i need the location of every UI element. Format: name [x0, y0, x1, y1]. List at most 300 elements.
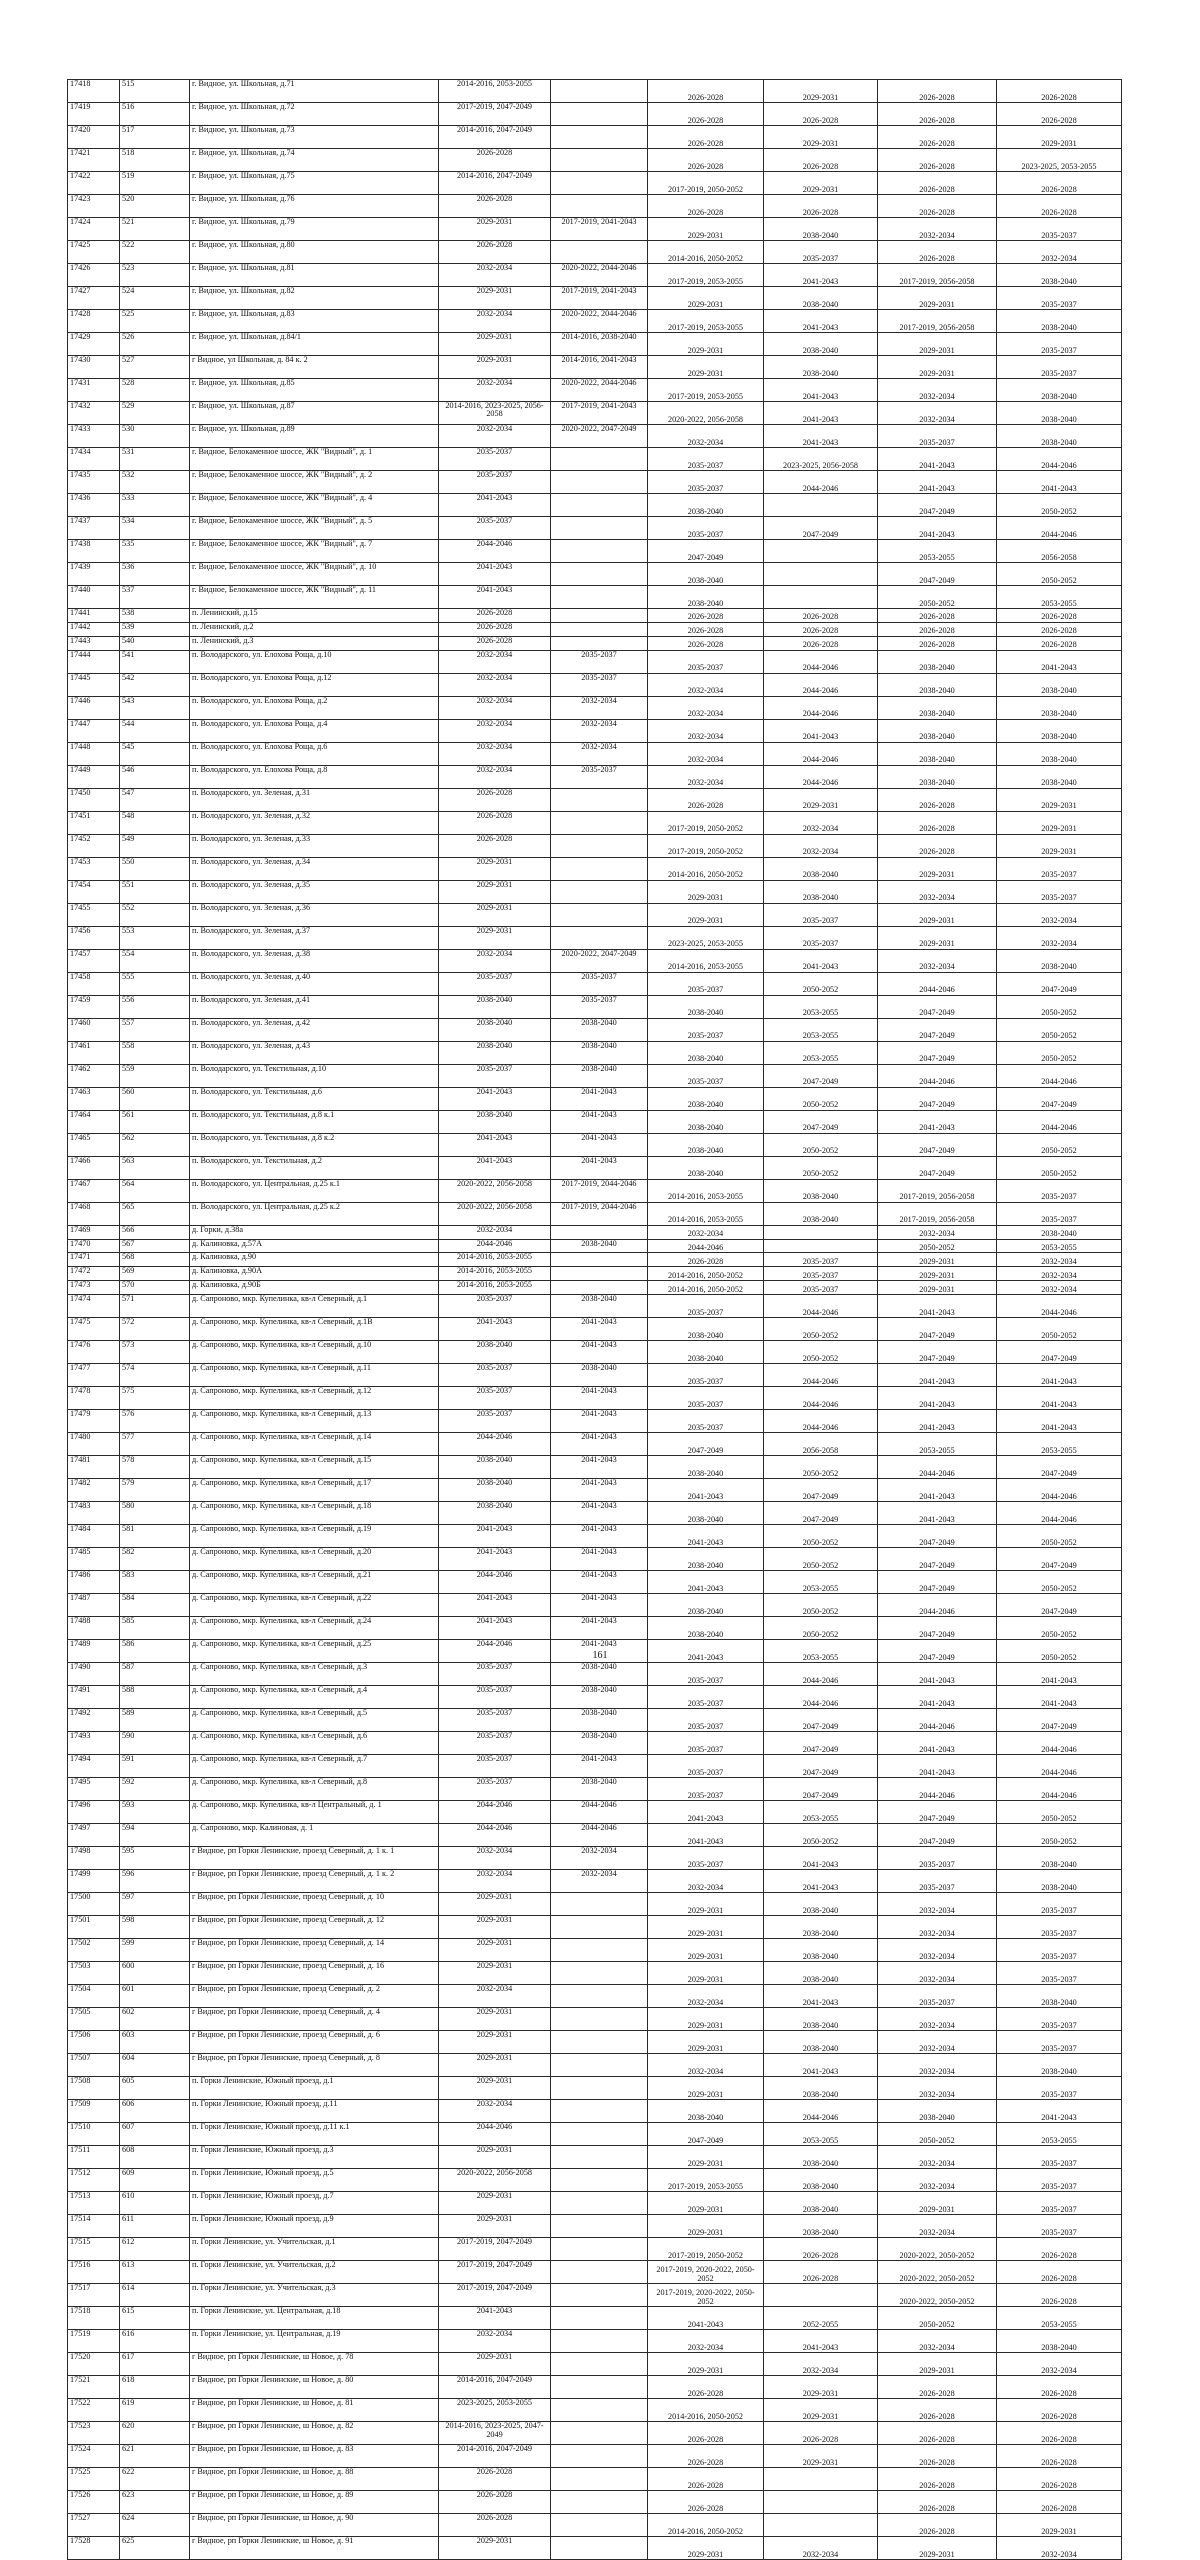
- address-index: 612: [120, 2238, 190, 2261]
- period-col-2: [551, 788, 648, 811]
- address-index: 580: [120, 1502, 190, 1525]
- period-col-3: 2029-2031: [648, 2146, 764, 2169]
- row-number: 17435: [68, 471, 120, 494]
- period-col-1: 2032-2034: [439, 264, 551, 287]
- period-col-6: 2026-2028: [997, 2422, 1122, 2445]
- period-col-4: 2038-2040: [764, 1916, 878, 1939]
- period-col-5: 2032-2034: [878, 1225, 997, 1239]
- period-col-2: 2038-2040: [551, 1239, 648, 1253]
- period-col-6: 2038-2040: [997, 1870, 1122, 1893]
- period-col-6: 2029-2031: [997, 811, 1122, 834]
- period-col-1: 2032-2034: [439, 1985, 551, 2008]
- period-col-1: 2026-2028: [439, 2468, 551, 2491]
- period-col-1: 2035-2037: [439, 1064, 551, 1087]
- address: д. Сапроново, мкр. Купелинка, кв-л Северный, д.7: [190, 1755, 439, 1778]
- period-col-5: 2026-2028: [878, 195, 997, 218]
- address: п. Володарского, ул. Зеленая, д.42: [190, 1018, 439, 1041]
- table-row: [68, 622, 1122, 636]
- row-number: 17426: [68, 264, 120, 287]
- period-col-3: 2029-2031: [648, 2077, 764, 2100]
- period-col-4: 2050-2052: [764, 1617, 878, 1640]
- period-col-2: [551, 2146, 648, 2169]
- period-col-5: 2029-2031: [878, 1267, 997, 1281]
- row-number: 17514: [68, 2215, 120, 2238]
- period-col-6: 2038-2040: [997, 719, 1122, 742]
- row-number: 17507: [68, 2054, 120, 2077]
- period-col-3: 2029-2031: [648, 287, 764, 310]
- address-index: 599: [120, 1939, 190, 1962]
- period-col-3: 2038-2040: [648, 1156, 764, 1179]
- period-col-2: 2014-2016, 2038-2040: [551, 333, 648, 356]
- period-col-3: 2032-2034: [648, 2054, 764, 2077]
- table-row: [68, 1318, 1122, 1341]
- address-index: 529: [120, 402, 190, 425]
- period-col-5: 2050-2052: [878, 2307, 997, 2330]
- address-index: 621: [120, 2445, 190, 2468]
- period-col-6: 2053-2055: [997, 2123, 1122, 2146]
- table-row: [68, 1663, 1122, 1686]
- address-index: 558: [120, 1041, 190, 1064]
- period-col-2: [551, 1893, 648, 1916]
- period-col-2: [551, 149, 648, 172]
- address: д. Сапроново, мкр. Купелинка, кв-л Северный, д.11: [190, 1364, 439, 1387]
- period-col-6: 2035-2037: [997, 2146, 1122, 2169]
- period-col-3: 2029-2031: [648, 2031, 764, 2054]
- period-col-2: 2038-2040: [551, 1064, 648, 1087]
- period-col-1: 2032-2034: [439, 2330, 551, 2353]
- address: г. Видное, ул. Школьная, д.79: [190, 218, 439, 241]
- period-col-2: 2032-2034: [551, 719, 648, 742]
- period-col-5: 2029-2031: [878, 903, 997, 926]
- period-col-4: 2044-2046: [764, 1410, 878, 1433]
- period-col-3: 2041-2043: [648, 1640, 764, 1663]
- address: г Видное, рп Горки Ленинские, ш Новое, д. 83: [190, 2445, 439, 2468]
- period-col-3: 2029-2031: [648, 2537, 764, 2560]
- period-col-6: 2050-2052: [997, 1571, 1122, 1594]
- address-index: 532: [120, 471, 190, 494]
- period-col-1: 2014-2016, 2023-2025, 2047-2049: [439, 2422, 551, 2445]
- period-col-3: 2029-2031: [648, 1893, 764, 1916]
- period-col-3: 2017-2019, 2050-2052: [648, 172, 764, 195]
- row-number: 17449: [68, 765, 120, 788]
- address: г. Видное, ул. Школьная, д.71: [190, 80, 439, 103]
- period-col-1: 2026-2028: [439, 622, 551, 636]
- period-col-4: 2041-2043: [764, 719, 878, 742]
- period-col-5: 2041-2043: [878, 1732, 997, 1755]
- address-index: 591: [120, 1755, 190, 1778]
- period-col-2: 2032-2034: [551, 1847, 648, 1870]
- period-col-2: 2041-2043: [551, 1755, 648, 1778]
- table-row: [68, 1962, 1122, 1985]
- period-col-2: [551, 2192, 648, 2215]
- period-col-1: 2032-2034: [439, 719, 551, 742]
- period-col-1: 2041-2043: [439, 1156, 551, 1179]
- period-col-5: 2032-2034: [878, 2054, 997, 2077]
- period-col-4: 2050-2052: [764, 1156, 878, 1179]
- period-col-4: 2035-2037: [764, 241, 878, 264]
- period-col-4: 2038-2040: [764, 218, 878, 241]
- row-number: 17518: [68, 2307, 120, 2330]
- address: г. Видное, ул. Школьная, д.72: [190, 103, 439, 126]
- period-col-3: 2032-2034: [648, 696, 764, 719]
- row-number: 17467: [68, 1179, 120, 1202]
- period-col-5: 2041-2043: [878, 1502, 997, 1525]
- address-index: 515: [120, 80, 190, 103]
- period-col-6: 2026-2028: [997, 195, 1122, 218]
- period-col-2: [551, 2376, 648, 2399]
- period-col-5: 2047-2049: [878, 494, 997, 517]
- period-col-4: 2038-2040: [764, 333, 878, 356]
- period-col-4: 2026-2028: [764, 103, 878, 126]
- period-col-1: 2038-2040: [439, 1110, 551, 1133]
- period-col-4: 2029-2031: [764, 2445, 878, 2468]
- period-col-5: 2032-2034: [878, 1939, 997, 1962]
- address-index: 543: [120, 696, 190, 719]
- address: г. Видное, ул. Школьная, д.85: [190, 379, 439, 402]
- period-col-4: 2044-2046: [764, 2100, 878, 2123]
- period-col-4: 2047-2049: [764, 1778, 878, 1801]
- period-col-5: 2041-2043: [878, 517, 997, 540]
- address: г. Видное, Белокаменное шоссе, ЖК "Видный", д. 1: [190, 448, 439, 471]
- table-row: [68, 1571, 1122, 1594]
- row-number: 17523: [68, 2422, 120, 2445]
- period-col-1: 2029-2031: [439, 356, 551, 379]
- period-col-6: 2026-2028: [997, 172, 1122, 195]
- period-col-3: 2014-2016, 2050-2052: [648, 2399, 764, 2422]
- period-col-2: 2041-2043: [551, 1087, 648, 1110]
- table-row: [68, 218, 1122, 241]
- address-index: 546: [120, 765, 190, 788]
- period-col-6: 2035-2037: [997, 2008, 1122, 2031]
- period-col-4: 2047-2049: [764, 1755, 878, 1778]
- period-col-1: 2035-2037: [439, 1778, 551, 1801]
- period-col-2: 2038-2040: [551, 1295, 648, 1318]
- period-col-6: 2038-2040: [997, 379, 1122, 402]
- period-col-2: 2032-2034: [551, 742, 648, 765]
- table-row: [68, 356, 1122, 379]
- address: п. Горки Ленинские, Южный проезд, д.3: [190, 2146, 439, 2169]
- row-number: 17499: [68, 1870, 120, 1893]
- address: д. Калиновка, д.90А: [190, 1267, 439, 1281]
- address-index: 545: [120, 742, 190, 765]
- period-col-4: 2035-2037: [764, 1253, 878, 1267]
- period-col-5: 2026-2028: [878, 609, 997, 623]
- period-col-4: 2032-2034: [764, 834, 878, 857]
- period-col-4: [764, 563, 878, 586]
- period-col-5: 2044-2046: [878, 1778, 997, 1801]
- period-col-6: 2044-2046: [997, 1479, 1122, 1502]
- period-col-2: [551, 540, 648, 563]
- row-number: 17508: [68, 2077, 120, 2100]
- period-col-3: 2017-2019, 2020-2022, 2050-2052: [648, 2261, 764, 2284]
- address-index: 540: [120, 636, 190, 650]
- period-col-6: 2026-2028: [997, 2491, 1122, 2514]
- period-col-5: 2047-2049: [878, 1041, 997, 1064]
- period-col-5: 2026-2028: [878, 811, 997, 834]
- table-row: [68, 2399, 1122, 2422]
- address-index: 613: [120, 2261, 190, 2284]
- address-index: 608: [120, 2146, 190, 2169]
- period-col-3: 2035-2037: [648, 1018, 764, 1041]
- row-number: 17501: [68, 1916, 120, 1939]
- period-col-1: 2035-2037: [439, 1387, 551, 1410]
- period-col-2: [551, 880, 648, 903]
- row-number: 17439: [68, 563, 120, 586]
- period-col-4: 2035-2037: [764, 926, 878, 949]
- address: п. Володарского, ул. Центральная, д.25 к.2: [190, 1202, 439, 1225]
- period-col-1: 2029-2031: [439, 903, 551, 926]
- table-row: [68, 2123, 1122, 2146]
- period-col-4: 2041-2043: [764, 402, 878, 425]
- period-col-3: 2035-2037: [648, 1778, 764, 1801]
- row-number: 17525: [68, 2468, 120, 2491]
- table-body: [68, 80, 1122, 2560]
- period-col-1: 2035-2037: [439, 448, 551, 471]
- period-col-3: 2041-2043: [648, 1571, 764, 1594]
- period-col-5: 2026-2028: [878, 2491, 997, 2514]
- period-col-3: 2035-2037: [648, 650, 764, 673]
- period-col-4: 2041-2043: [764, 310, 878, 333]
- period-col-6: 2050-2052: [997, 995, 1122, 1018]
- period-col-4: 2050-2052: [764, 1824, 878, 1847]
- period-col-1: 2014-2016, 2053-2055: [439, 1281, 551, 1295]
- period-col-4: 2026-2028: [764, 609, 878, 623]
- address: д. Калиновка, д.57А: [190, 1239, 439, 1253]
- period-col-5: 2053-2055: [878, 1433, 997, 1456]
- address-index: 595: [120, 1847, 190, 1870]
- period-col-5: 2032-2034: [878, 2169, 997, 2192]
- address-index: 527: [120, 356, 190, 379]
- period-col-2: [551, 2077, 648, 2100]
- period-col-3: 2029-2031: [648, 1962, 764, 1985]
- period-col-4: 2038-2040: [764, 1202, 878, 1225]
- period-col-1: 2041-2043: [439, 1617, 551, 1640]
- period-col-4: 2035-2037: [764, 1281, 878, 1295]
- period-col-2: 2041-2043: [551, 1594, 648, 1617]
- address: г. Видное, ул. Школьная, д.73: [190, 126, 439, 149]
- period-col-6: 2047-2049: [997, 972, 1122, 995]
- table-row: [68, 765, 1122, 788]
- table-row: [68, 1087, 1122, 1110]
- period-col-3: 2035-2037: [648, 1686, 764, 1709]
- address: г Видное, рп Горки Ленинские, ш Новое, д. 91: [190, 2537, 439, 2560]
- period-col-3: 2032-2034: [648, 1985, 764, 2008]
- row-number: 17420: [68, 126, 120, 149]
- period-col-3: 2038-2040: [648, 1594, 764, 1617]
- period-col-1: 2044-2046: [439, 1239, 551, 1253]
- period-col-4: 2023-2025, 2056-2058: [764, 448, 878, 471]
- period-col-5: 2041-2043: [878, 1479, 997, 1502]
- address: п. Ленинский, д.3: [190, 636, 439, 650]
- address: г Видное, рп Горки Ленинские, проезд Северный, д. 1 к. 2: [190, 1870, 439, 1893]
- table-row: [68, 1253, 1122, 1267]
- period-col-2: [551, 2008, 648, 2031]
- period-col-4: 2056-2058: [764, 1433, 878, 1456]
- period-col-3: 2026-2028: [648, 2422, 764, 2445]
- address-index: 552: [120, 903, 190, 926]
- address: г Видное, рп Горки Ленинские, проезд Северный, д. 8: [190, 2054, 439, 2077]
- period-col-5: 2050-2052: [878, 1239, 997, 1253]
- period-col-4: 2038-2040: [764, 1962, 878, 1985]
- period-col-5: 2017-2019, 2056-2058: [878, 1179, 997, 1202]
- period-col-2: [551, 2445, 648, 2468]
- period-col-3: 2014-2016, 2050-2052: [648, 1267, 764, 1281]
- period-col-4: 2029-2031: [764, 80, 878, 103]
- address: г Видное, рп Горки Ленинские, ш Новое, д. 82: [190, 2422, 439, 2445]
- period-col-6: 2053-2055: [997, 586, 1122, 609]
- period-col-3: 2032-2034: [648, 2330, 764, 2353]
- row-number: 17484: [68, 1525, 120, 1548]
- row-number: 17512: [68, 2169, 120, 2192]
- row-number: 17446: [68, 696, 120, 719]
- row-number: 17480: [68, 1433, 120, 1456]
- address: п. Горки Ленинские, ул. Учительская, д.1: [190, 2238, 439, 2261]
- period-col-6: 2044-2046: [997, 517, 1122, 540]
- period-col-6: 2047-2049: [997, 1456, 1122, 1479]
- row-number: 17465: [68, 1133, 120, 1156]
- period-col-4: 2038-2040: [764, 2192, 878, 2215]
- period-col-1: 2020-2022, 2056-2058: [439, 1202, 551, 1225]
- address: г Видное, рп Горки Ленинские, проезд Северный, д. 2: [190, 1985, 439, 2008]
- period-col-3: 2026-2028: [648, 80, 764, 103]
- period-col-4: 2044-2046: [764, 765, 878, 788]
- address: г Видное, рп Горки Ленинские, проезд Северный, д. 6: [190, 2031, 439, 2054]
- address-index: 520: [120, 195, 190, 218]
- period-col-5: 2035-2037: [878, 1985, 997, 2008]
- row-number: 17516: [68, 2261, 120, 2284]
- address: г Видное, рп Горки Ленинские, ш Новое, д. 88: [190, 2468, 439, 2491]
- row-number: 17485: [68, 1548, 120, 1571]
- period-col-5: 2035-2037: [878, 1847, 997, 1870]
- address-index: 594: [120, 1824, 190, 1847]
- period-col-1: 2032-2034: [439, 742, 551, 765]
- period-col-6: 2035-2037: [997, 880, 1122, 903]
- period-col-5: 2038-2040: [878, 2100, 997, 2123]
- period-col-6: 2044-2046: [997, 1732, 1122, 1755]
- row-number: 17513: [68, 2192, 120, 2215]
- period-col-6: 2026-2028: [997, 2376, 1122, 2399]
- row-number: 17476: [68, 1341, 120, 1364]
- period-col-6: 2026-2028: [997, 2445, 1122, 2468]
- period-col-2: [551, 2399, 648, 2422]
- table-row: [68, 241, 1122, 264]
- period-col-6: 2035-2037: [997, 1916, 1122, 1939]
- period-col-1: 2029-2031: [439, 2192, 551, 2215]
- address: п. Володарского, ул. Елохова Роща, д.2: [190, 696, 439, 719]
- period-col-5: 2050-2052: [878, 586, 997, 609]
- address: г. Видное, ул. Школьная, д.75: [190, 172, 439, 195]
- period-col-4: 2044-2046: [764, 1295, 878, 1318]
- address: г. Видное, ул. Школьная, д.74: [190, 149, 439, 172]
- period-col-6: 2026-2028: [997, 2238, 1122, 2261]
- address-index: 528: [120, 379, 190, 402]
- period-col-6: 2047-2049: [997, 1709, 1122, 1732]
- period-col-6: 2035-2037: [997, 333, 1122, 356]
- address: г Видное, рп Горки Ленинские, проезд Северный, д. 10: [190, 1893, 439, 1916]
- row-number: 17493: [68, 1732, 120, 1755]
- period-col-3: 2017-2019, 2020-2022, 2050-2052: [648, 2284, 764, 2307]
- period-col-5: 2047-2049: [878, 1801, 997, 1824]
- period-col-5: 2032-2034: [878, 1893, 997, 1916]
- period-col-3: 2029-2031: [648, 2215, 764, 2238]
- period-col-5: 2032-2034: [878, 218, 997, 241]
- period-col-5: 2026-2028: [878, 2376, 997, 2399]
- address-index: 563: [120, 1156, 190, 1179]
- period-col-4: 2026-2028: [764, 2261, 878, 2284]
- period-col-3: 2017-2019, 2053-2055: [648, 379, 764, 402]
- period-col-4: 2035-2037: [764, 903, 878, 926]
- period-col-4: 2038-2040: [764, 2146, 878, 2169]
- period-col-2: [551, 2238, 648, 2261]
- address-index: 522: [120, 241, 190, 264]
- period-col-1: 2032-2034: [439, 949, 551, 972]
- period-col-1: 2017-2019, 2047-2049: [439, 103, 551, 126]
- period-col-6: 2038-2040: [997, 765, 1122, 788]
- period-col-3: 2041-2043: [648, 1801, 764, 1824]
- address: д. Сапроново, мкр. Купелинка, кв-л Северный, д.19: [190, 1525, 439, 1548]
- period-col-4: 2053-2055: [764, 1640, 878, 1663]
- address: д. Сапроново, мкр. Купелинка, кв-л Северный, д.24: [190, 1617, 439, 1640]
- table-row: [68, 1267, 1122, 1281]
- period-col-4: 2053-2055: [764, 1571, 878, 1594]
- period-col-5: 2038-2040: [878, 673, 997, 696]
- table-row: [68, 2376, 1122, 2399]
- row-number: 17526: [68, 2491, 120, 2514]
- period-col-2: 2041-2043: [551, 1341, 648, 1364]
- period-col-3: 2026-2028: [648, 609, 764, 623]
- period-col-1: 2035-2037: [439, 471, 551, 494]
- period-col-2: [551, 2123, 648, 2146]
- address-index: 587: [120, 1663, 190, 1686]
- period-col-6: 2035-2037: [997, 287, 1122, 310]
- period-col-5: 2038-2040: [878, 650, 997, 673]
- period-col-3: 2026-2028: [648, 2468, 764, 2491]
- period-col-3: 2035-2037: [648, 1755, 764, 1778]
- address: п. Горки Ленинские, Южный проезд, д.7: [190, 2192, 439, 2215]
- period-col-4: 2026-2028: [764, 636, 878, 650]
- address-index: 578: [120, 1456, 190, 1479]
- table-row: [68, 1985, 1122, 2008]
- address: д. Сапроново, мкр. Купелинка, кв-л Северный, д.17: [190, 1479, 439, 1502]
- period-col-2: [551, 926, 648, 949]
- row-number: 17487: [68, 1594, 120, 1617]
- address-index: 582: [120, 1548, 190, 1571]
- row-number: 17475: [68, 1318, 120, 1341]
- period-col-6: 2047-2049: [997, 1548, 1122, 1571]
- period-col-2: [551, 2491, 648, 2514]
- table-row: [68, 609, 1122, 623]
- period-col-5: 2026-2028: [878, 103, 997, 126]
- period-col-3: 2032-2034: [648, 1225, 764, 1239]
- period-col-4: 2044-2046: [764, 742, 878, 765]
- address-index: 553: [120, 926, 190, 949]
- address-index: 570: [120, 1281, 190, 1295]
- address: д. Сапроново, мкр. Купелинка, кв-л Северный, д.20: [190, 1548, 439, 1571]
- period-col-2: 2041-2043: [551, 1479, 648, 1502]
- period-col-2: [551, 1939, 648, 1962]
- address: п. Володарского, ул. Зеленая, д.35: [190, 880, 439, 903]
- period-col-1: 2029-2031: [439, 2215, 551, 2238]
- period-col-6: 2035-2037: [997, 2215, 1122, 2238]
- period-col-4: 2041-2043: [764, 2330, 878, 2353]
- row-number: 17455: [68, 903, 120, 926]
- period-col-2: [551, 563, 648, 586]
- period-col-1: 2044-2046: [439, 540, 551, 563]
- address-index: 566: [120, 1225, 190, 1239]
- row-number: 17451: [68, 811, 120, 834]
- table-row: [68, 719, 1122, 742]
- address: п. Горки Ленинские, Южный проезд, д.11: [190, 2100, 439, 2123]
